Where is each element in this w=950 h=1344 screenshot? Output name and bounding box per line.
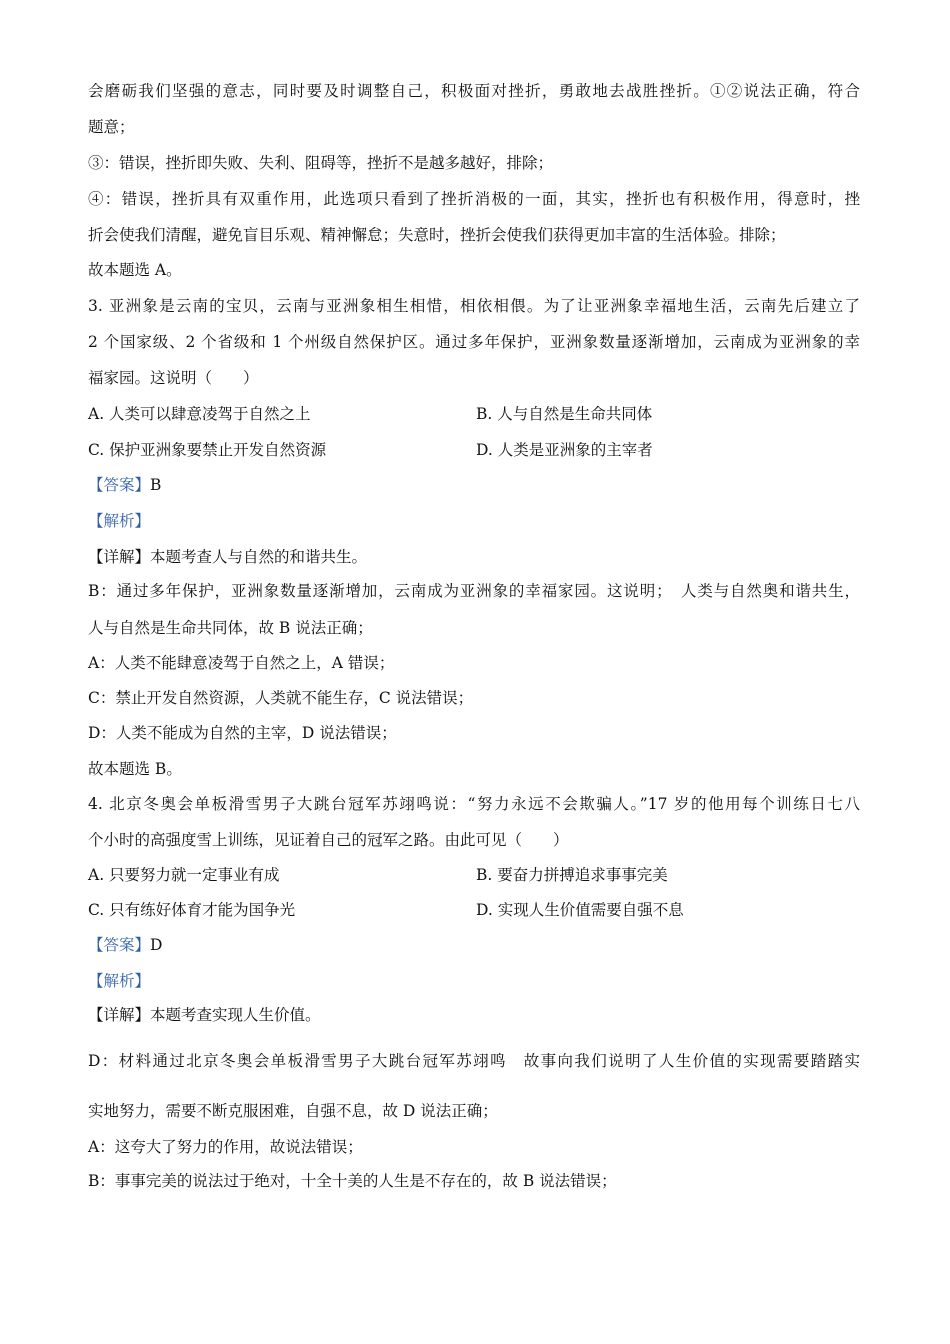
- q3-explanation-line-5: D：人类不能成为自然的主宰，D 说法错误；: [88, 724, 397, 742]
- q3-option-c: C. 保护亚洲象要禁止开发自然资源: [88, 441, 327, 459]
- q3-detail-heading: 【详解】本题考查人与自然的和谐共生。: [88, 548, 368, 566]
- q3-stem-line-1: 3. 亚洲象是云南的宝贝，云南与亚洲象相生相惜，相依相偎。为了让亚洲象幸福地生活，云南先后建立了: [88, 297, 860, 315]
- q2-explanation-line-2: 题意；: [88, 118, 135, 136]
- q3-option-d: D. 人类是亚洲象的主宰者: [476, 441, 653, 459]
- q2-explanation-line-4: ④：错误，挫折具有双重作用，此选项只看到了挫折消极的一面，其实，挫折也有积极作用，得意时，挫: [88, 190, 860, 208]
- q2-explanation-line-3: ③：错误，挫折即失败、失利、阻碍等，挫折不是越多越好，排除；: [88, 154, 554, 172]
- q4-answer: [88, 934, 162, 956]
- q3-explanation-line-3: A：人类不能肆意凌驾于自然之上，A 错误；: [88, 654, 395, 672]
- q3-stem-line-3: 福家园。这说明（ ）: [88, 369, 259, 387]
- q4-answer-value: D: [150, 936, 163, 954]
- q3-answer-tag: 【答案】: [88, 476, 151, 494]
- q4-option-d: D. 实现人生价值需要自强不息: [476, 901, 684, 919]
- q3-conclusion: 故本题选 B。: [88, 760, 182, 778]
- q4-stem-line-1: 4. 北京冬奥会单板滑雪男子大跳台冠军苏翊鸣说：“努力永远不会欺骗人。”17 岁的他用每个训练日七八: [88, 795, 860, 813]
- q4-explanation-line-4: B：事事完美的说法过于绝对，十全十美的人生是不存在的，故 B 说法错误；: [88, 1172, 617, 1190]
- q3-analysis-tag: 【解析】: [88, 512, 151, 530]
- q3-answer-value: B: [150, 476, 162, 494]
- q4-option-c: C. 只有练好体育才能为国争光: [88, 901, 296, 919]
- q3-stem-line-2: 2 个国家级、2 个省级和 1 个州级自然保护区。通过多年保护，亚洲象数量逐渐增加，云南成为亚洲象的幸: [88, 333, 860, 351]
- q2-explanation-line-5: 折会使我们清醒，避免盲目乐观、精神懈怠；失意时，挫折会使我们获得更加丰富的生活体验。排除；: [88, 226, 786, 244]
- q4-detail-heading: 【详解】本题考查实现人生价值。: [88, 1006, 321, 1024]
- q4-answer-tag: 【答案】: [88, 936, 151, 954]
- q3-explanation-line-2: 人与自然是生命共同体，故 B 说法正确；: [88, 619, 373, 637]
- q3-explanation-line-4: C：禁止开发自然资源，人类就不能生存，C 说法错误；: [88, 689, 474, 707]
- q2-conclusion: 故本题选 A。: [88, 261, 182, 279]
- q4-explanation-line-3: A：这夸大了努力的作用，故说法错误；: [88, 1138, 363, 1156]
- q4-option-a: A. 只要努力就一定事业有成: [88, 866, 280, 884]
- q2-explanation-line-1: 会磨砺我们坚强的意志，同时要及时调整自己，积极面对挫折，勇敢地去战胜挫折。①②说法正确，符合: [88, 82, 860, 100]
- q3-option-a: A. 人类可以肆意凌驾于自然之上: [88, 405, 311, 423]
- q3-answer: [88, 474, 161, 496]
- q4-explanation-line-1: D：材料通过北京冬奥会单板滑雪男子大跳台冠军苏翊鸣 故事向我们说明了人生价值的实现需要踏踏实: [88, 1052, 860, 1070]
- q4-stem-line-2: 个小时的高强度雪上训练，见证着自己的冠军之路。由此可见（ ）: [88, 831, 569, 849]
- q3-explanation-line-1: B：通过多年保护，亚洲象数量逐渐增加，云南成为亚洲象的幸福家园。这说明； 人类与自然奥和谐共生，: [88, 582, 860, 600]
- q4-explanation-line-2: 实地努力，需要不断克服困难，自强不息，故 D 说法正确；: [88, 1102, 498, 1120]
- q3-option-b: B. 人与自然是生命共同体: [476, 405, 653, 423]
- q4-option-b: B. 要奋力拼搏追求事事完美: [476, 866, 668, 884]
- q4-analysis-tag: 【解析】: [88, 972, 151, 990]
